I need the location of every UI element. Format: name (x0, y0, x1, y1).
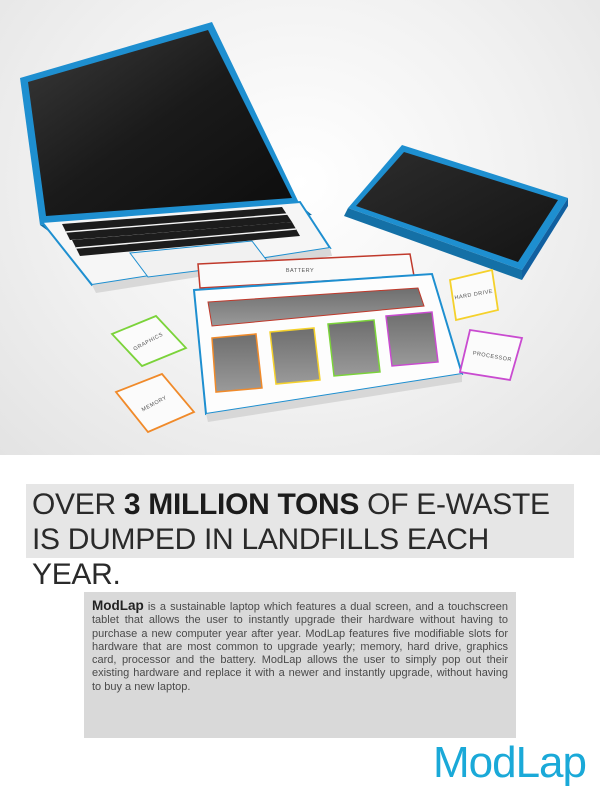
memory-label: MEMORY (140, 394, 169, 414)
description-text: is a sustainable laptop which features a dual screen, and a touchscreen tablet that allows the user to instantly upgrade their hardware without having to purchase a new computer year after year. ModLap features five modifiable slots for hardware that are most common to upgrade yearly; memory, hard drive, graphics card, processor and the battery. ModLap allows the user to simply pop out their existing hardware and replace it with a newer and instantly upgrade, without having to buy a new laptop. (92, 601, 508, 693)
battery-label: BATTERY (285, 268, 315, 274)
harddrive-card (450, 270, 498, 320)
description-box (84, 592, 516, 738)
headline (26, 484, 574, 591)
headline-bold: 3 MILLION TONS (123, 488, 360, 521)
graphics-label: GRAPHICS (132, 331, 165, 353)
harddrive-label: HARD DRIVE (454, 288, 494, 302)
processor-label: PROCESSOR (472, 350, 513, 364)
modlap-logo: ModLap (432, 738, 586, 787)
headline-part2: OF E-WASTE IS DUMPED IN LANDFILLS EACH YEAR. (32, 488, 550, 591)
processor-card (460, 330, 522, 380)
module-tray (194, 274, 462, 422)
memory-card (116, 374, 194, 432)
laptop (20, 22, 332, 293)
graphics-card (112, 316, 186, 366)
description-brand: ModLap (92, 598, 144, 613)
headline-part1: OVER (32, 488, 124, 521)
